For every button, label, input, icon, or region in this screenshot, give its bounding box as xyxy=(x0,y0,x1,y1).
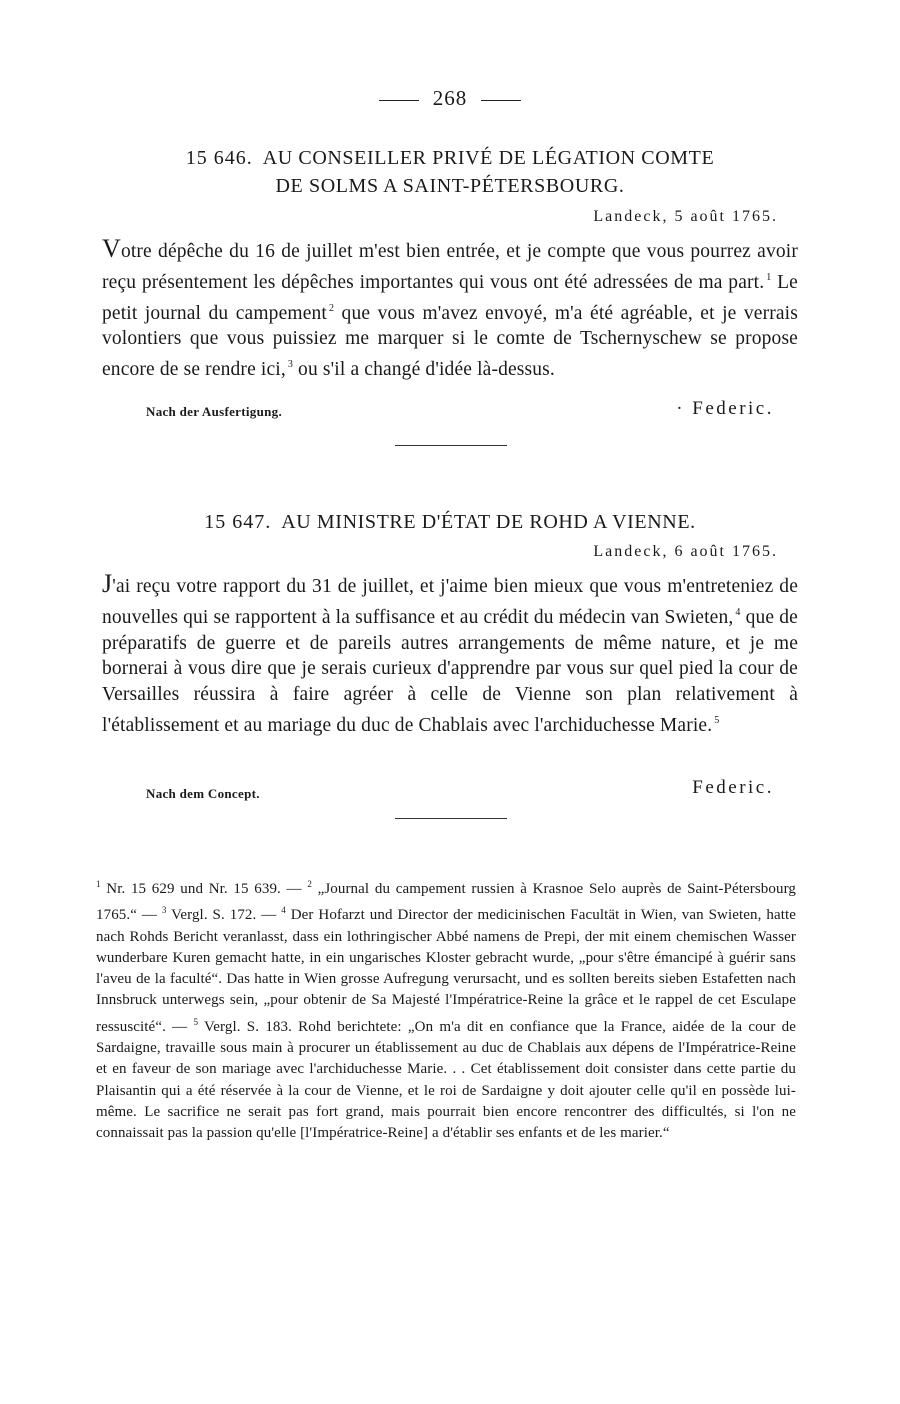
letter1-text-c: que vous m'avez envoyé, m'a été agréable, et je verrais volontiers que vous puissiez me marquer si le comte de Tschernyschew se propose encore de se rendre ici, xyxy=(102,302,798,381)
letter1-heading-line1 xyxy=(100,144,800,172)
letter1-body xyxy=(102,236,798,383)
letter2-text-a: 'ai reçu votre rapport du 31 de juillet, et j'aime bien mieux que vous m'entreteniez de nouvelles qui se rapportent à la suffisance et au crédit du médecin van Swieten, xyxy=(102,576,798,628)
letter2-body xyxy=(102,571,798,739)
letter1-heading xyxy=(100,144,800,200)
page-number xyxy=(0,86,900,111)
footnote-3: Vergl. S. 172. — xyxy=(166,907,282,924)
letter1-footnote-ref-1: 1 xyxy=(766,271,772,283)
footnote-1: Nr. 15 629 und Nr. 15 639. — xyxy=(100,881,308,897)
letter1-text-a: otre dépêche du 16 de juillet m'est bien entrée, et je compte que vous pourrez avoir reçu présentement les dépêches importantes qui vous ont été adressées de ma part. xyxy=(102,241,798,293)
letter1-footnote-ref-3: 3 xyxy=(287,359,294,371)
letter2-footnote-ref-5: 5 xyxy=(714,714,720,726)
letter2-title-line1: AU MINISTRE D'ÉTAT DE ROHD A VIENNE. xyxy=(281,511,696,533)
letter1-footnote-ref-2: 2 xyxy=(328,302,335,314)
footnote-5: Vergl. S. 183. Rohd berichtete: „On m'a dit en confiance que la France, aidée de la cour de Sardaigne, travaille sous main à procurer un établissement au duc de Chablais aux dépens de l'Impératrice-Reine et en faveur de son mariage avec l'archiduchesse Marie. . . Cet établissement doit consister dans cette partie du Plaisantin qui a été réservée à la cour de Vienne, et le roi de Sardaigne y doit ajouter celle qu'il en possède lui-même. Le sacrifice ne serait pas fort grand, mais pourrait bien encore rencontrer des difficultés, si l'on ne connaissait pas la passion qu'elle [l'Impératrice-Reine] a d'établir ses enfants et de les marier.“ xyxy=(96,1018,796,1142)
letter1-source-note: Nach der Ausfertigung. xyxy=(146,404,283,419)
footnote-marker-4: 4 xyxy=(281,905,286,916)
page-number-dash-left xyxy=(379,100,419,101)
page-number-dash-right xyxy=(481,100,521,101)
footnote-marker-3: 3 xyxy=(161,905,167,916)
letter2-footnote-ref-4: 4 xyxy=(735,606,741,618)
letter2-dateline: Landeck, 6 août 1765. xyxy=(593,543,778,560)
footnote-marker-5: 5 xyxy=(193,1016,199,1027)
letter1-dropcap: V xyxy=(102,234,121,263)
letter2-signature: Federic. xyxy=(692,777,774,798)
letter2-number: 15 647. xyxy=(204,511,272,533)
letter1-title-line1: AU CONSEILLER PRIVÉ DE LÉGATION COMTE xyxy=(262,147,715,169)
letter1-signature: · Federic. xyxy=(676,398,774,419)
section-separator-1 xyxy=(395,445,507,446)
letter1-dateline: Landeck, 5 août 1765. xyxy=(593,208,778,225)
letter2-heading xyxy=(100,508,800,536)
letter1-number: 15 646. xyxy=(185,147,253,169)
section-separator-2 xyxy=(395,818,507,819)
footnote-marker-1: 1 xyxy=(96,879,101,889)
letter1-text-b: Le petit journal du campement xyxy=(102,271,798,324)
letter2-heading-line1 xyxy=(100,508,800,536)
footnotes xyxy=(96,874,796,1145)
letter2-text-b: que de préparatifs de guerre et de pareils autres arrangements de même nature, et je me bornerai à vous dire que je serais curieux d'apprendre par vous sur quel pied la cour de Versailles réussira à faire agréer à celle de Vienne son plan relativement à l'établissement et au mariage du duc de Chablais avec l'archiduchesse Marie. xyxy=(102,606,798,736)
letter2-dropcap: J xyxy=(102,569,113,598)
page-number-text: 268 xyxy=(432,86,468,110)
footnote-2: „Journal du campement russien à Krasnoe Selo auprès de Saint-Pétersbourg 1765.“ — xyxy=(96,881,796,924)
letter1-text-d: ou s'il a changé d'idée là-dessus. xyxy=(293,359,555,381)
footnote-4: Der Hofarzt und Director der medicinischen Facultät in Wien, van Swieten, hatte nach Rohds Bericht veranlasst, dass ein lothringischer Abbé namens de Prepi, der mit einem chemischen Wasser wunderbare Kuren gemacht hatte, in ein ungarisches Kloster gebracht wurde, „pour s'être émancipé à guérir sans l'aveu de la faculté“. Das hatte in Wien grosse Aufregung verursacht, und es sollten bereits sieben Estafetten nach Innsbruck unterwegs sein, „pour obtenir de Sa Majesté l'Impératrice-Reine la grâce et le rappel de cet Esculape ressuscité“. — xyxy=(96,907,796,1035)
letter1-title-line2: DE SOLMS A SAINT-PÉTERSBOURG. xyxy=(275,175,625,197)
footnote-marker-2: 2 xyxy=(307,879,312,889)
letter2-source-note: Nach dem Concept. xyxy=(146,786,260,801)
